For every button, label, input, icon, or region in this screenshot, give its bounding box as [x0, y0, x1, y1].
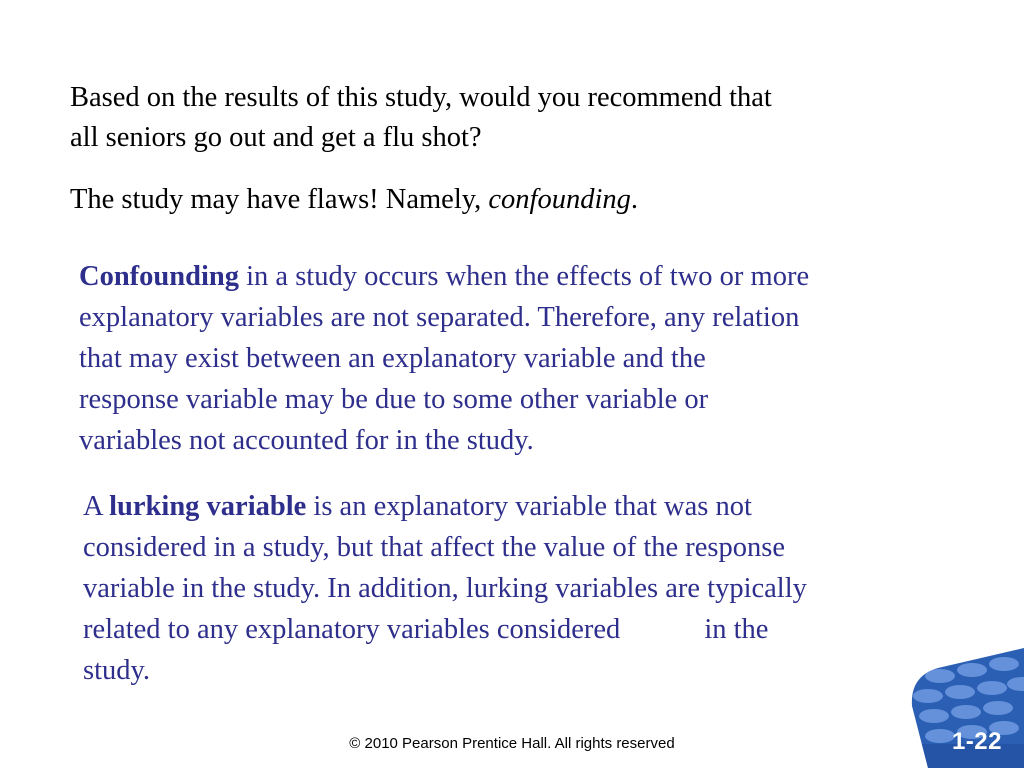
- confounding-line-4: response variable may be due to some other variable or: [79, 384, 709, 415]
- flaws-statement: [70, 180, 950, 220]
- confounding-term: Confounding: [79, 261, 239, 292]
- lurking-line-4: related to any explanatory variables considered in the: [83, 614, 769, 645]
- copyright-footer: © 2010 Pearson Prentice Hall. All rights reserved: [349, 735, 675, 752]
- confounding-definition: [79, 256, 979, 461]
- flaws-prefix: The study may have flaws! Namely,: [70, 184, 489, 215]
- question-line-2: all seniors go out and get a flu shot?: [70, 122, 482, 153]
- lurking-term: lurking variable: [109, 491, 307, 522]
- slide-number: 1-22: [951, 728, 1002, 755]
- lurking-line-1: A lurking variable is an explanatory variable that was not: [83, 491, 752, 522]
- lurking-line-3: variable in the study. In addition, lurking variables are typically: [83, 573, 807, 604]
- question-line-1: Based on the results of this study, would you recommend that: [70, 82, 772, 113]
- confounding-line-3: that may exist between an explanatory variable and the: [79, 343, 706, 374]
- confounding-line-2: explanatory variables are not separated. Therefore, any relation: [79, 302, 800, 333]
- lurking-variable-definition: [83, 486, 983, 691]
- confounding-line-5: variables not accounted for in the study.: [79, 425, 534, 456]
- confounding-line-1: Confounding in a study occurs when the effects of two or more: [79, 261, 810, 292]
- lurking-line-5: study.: [83, 655, 151, 686]
- question-text: [70, 78, 950, 158]
- flaws-emphasis: confounding: [488, 184, 631, 215]
- lurking-line-2: considered in a study, but that affect the value of the response: [83, 532, 785, 563]
- flaws-suffix: .: [630, 184, 639, 215]
